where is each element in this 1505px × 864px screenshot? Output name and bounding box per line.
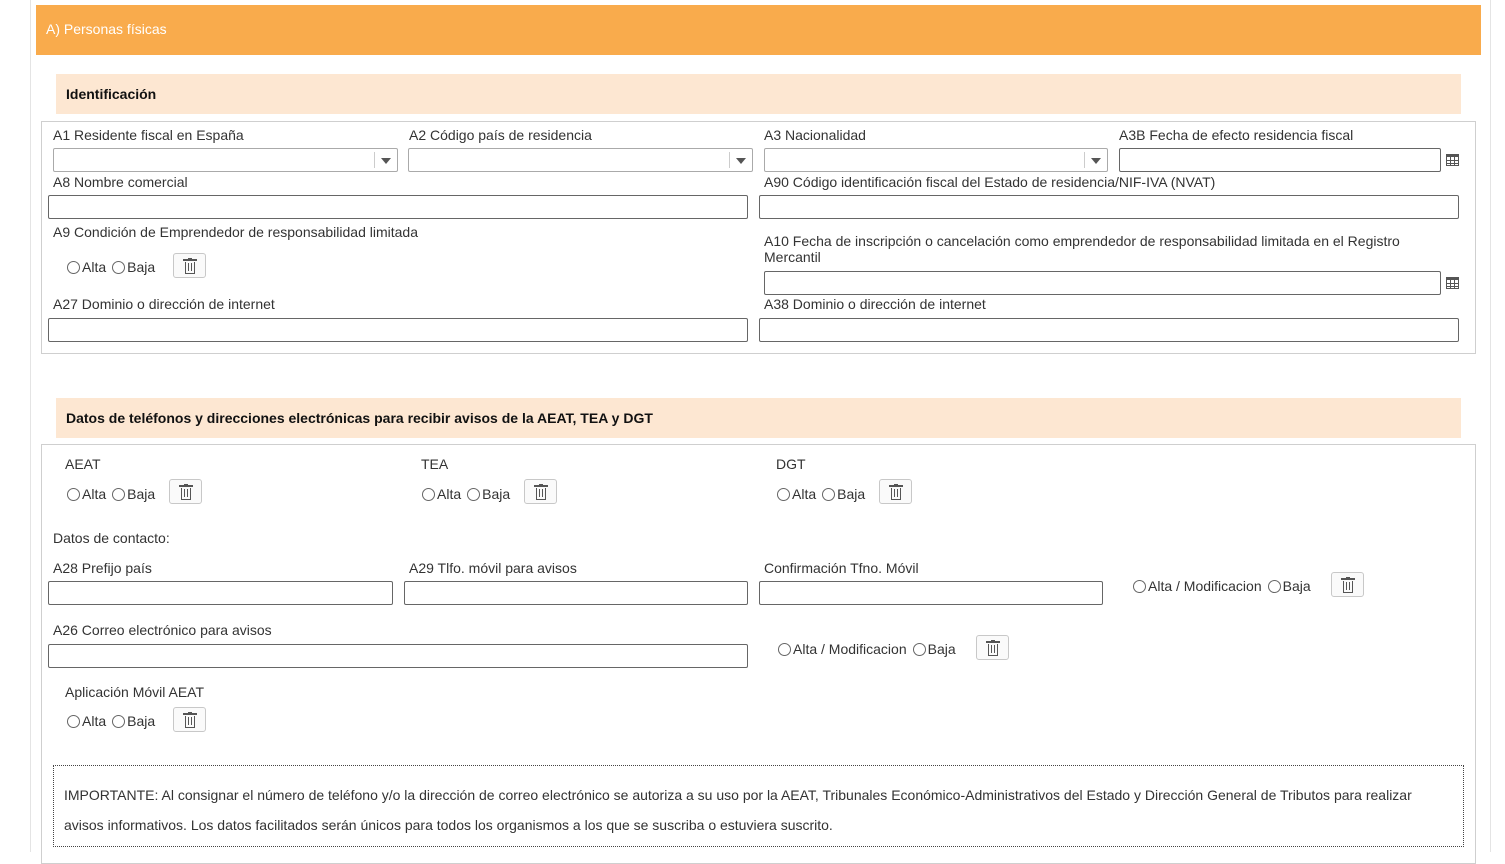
trash-icon [1341,577,1355,593]
dgt-label: DGT [776,456,806,472]
radio-baja[interactable] [112,488,125,501]
radio-baja[interactable] [822,488,835,501]
radio-alta[interactable] [422,488,435,501]
dgt-radio-group [777,484,871,504]
correo-alta-option[interactable] [778,641,907,657]
important-notice-text: IMPORTANTE: Al consignar el número de teléfono y/o la dirección de correo electrónico se autoriza a su uso por la AEAT, Tribunales Económico-Administrativos del Estado y Dirección General de Tributos para realizar avisos informativos. Los datos facilitados serán únicos para todos los organismos a los que se suscriba o estuviera suscrito. [64,787,1412,833]
radio-baja-label: Baja [127,713,156,729]
trash-icon [183,712,197,728]
a28-prefijo-input[interactable] [48,581,393,605]
important-notice [53,765,1464,847]
radio-alta-modificacion-label: Alta / Modificacion [1148,578,1262,594]
a9-radio-group [67,257,161,277]
a90-nif-iva-input[interactable] [759,195,1459,219]
radio-alta-label: Alta [82,486,107,502]
a1-label: A1 Residente fiscal en España [53,127,244,143]
radio-alta[interactable] [67,488,80,501]
calendar-icon[interactable] [1440,271,1464,295]
radio-alta[interactable] [777,488,790,501]
a26-correo-input[interactable] [48,644,748,668]
a2-pais-select[interactable] [408,148,753,172]
a8-label: A8 Nombre comercial [53,174,188,190]
a3b-fecha-input[interactable] [1119,148,1441,172]
radio-baja[interactable] [1268,580,1281,593]
a9-label: A9 Condición de Emprendedor de responsabilidad limitada [53,224,419,240]
trash-icon [183,258,197,274]
a27-label: A27 Dominio o dirección de internet [53,296,275,312]
movil-clear-button[interactable] [1331,572,1364,597]
section-header-title: A) Personas físicas [46,21,167,37]
radio-alta-modificacion-label: Alta / Modificacion [793,641,907,657]
movil-radio-group [1133,576,1317,596]
dgt-alta-option[interactable] [777,486,816,502]
a10-fecha-input[interactable] [764,271,1441,295]
radio-baja-label: Baja [837,486,866,502]
a9-alta-option[interactable] [67,259,106,275]
correo-clear-button[interactable] [976,635,1009,660]
radio-baja-label: Baja [1282,578,1311,594]
app-baja-option[interactable] [112,713,155,729]
chevron-down-icon [736,158,746,164]
a3-label: A3 Nacionalidad [764,127,866,143]
section-header-personas-fisicas [36,5,1481,55]
radio-baja-label: Baja [927,641,956,657]
a1-residente-select[interactable] [53,148,398,172]
radio-alta[interactable] [67,261,80,274]
radio-alta[interactable] [67,715,80,728]
tea-clear-button[interactable] [524,479,557,504]
a38-dominio-input[interactable] [759,318,1459,342]
trash-icon [889,484,903,500]
confirmacion-movil-input[interactable] [759,581,1103,605]
a9-baja-option[interactable] [112,259,155,275]
datos-contacto-label: Datos de contacto: [53,530,170,546]
trash-icon [179,484,193,500]
identificacion-title: Identificación [56,74,1461,114]
a10-date-field [764,271,1464,295]
radio-alta-label: Alta [82,259,107,275]
radio-baja-label: Baja [482,486,511,502]
radio-baja[interactable] [112,715,125,728]
tea-radio-group [422,484,516,504]
movil-baja-option[interactable] [1268,578,1311,594]
a2-label: A2 Código país de residencia [409,127,592,143]
app-movil-label: Aplicación Móvil AEAT [65,684,205,700]
a90-label: A90 Código identificación fiscal del Estado de residencia/NIF-IVA (NVAT) [764,174,1216,190]
radio-alta-modificacion[interactable] [1133,580,1146,593]
radio-baja-label: Baja [127,486,156,502]
correo-baja-option[interactable] [913,641,956,657]
chevron-down-icon [381,158,391,164]
aeat-clear-button[interactable] [169,479,202,504]
chevron-down-icon [1091,158,1101,164]
radio-baja[interactable] [913,643,926,656]
tea-alta-option[interactable] [422,486,461,502]
a3b-label: A3B Fecha de efecto residencia fiscal [1119,127,1354,143]
aeat-radio-group [67,484,161,504]
tea-label: TEA [421,456,449,472]
radio-alta-label: Alta [792,486,817,502]
movil-alta-option[interactable] [1133,578,1262,594]
a29-label: A29 Tlfo. móvil para avisos [409,560,577,576]
a28-label: A28 Prefijo país [53,560,152,576]
radio-baja[interactable] [467,488,480,501]
correo-radio-group [778,639,962,659]
aeat-baja-option[interactable] [112,486,155,502]
dgt-clear-button[interactable] [879,479,912,504]
radio-baja-label: Baja [127,259,156,275]
a26-label: A26 Correo electrónico para avisos [53,622,272,638]
a3b-date-field [1119,148,1464,172]
tea-baja-option[interactable] [467,486,510,502]
app-clear-button[interactable] [173,707,206,732]
radio-baja[interactable] [112,261,125,274]
radio-alta-label: Alta [437,486,462,502]
aeat-label: AEAT [65,456,101,472]
trash-icon [534,484,548,500]
confirmacion-movil-label: Confirmación Tfno. Móvil [764,560,919,576]
app-radio-group [67,711,161,731]
radio-alta-label: Alta [82,713,107,729]
app-alta-option[interactable] [67,713,106,729]
a38-label: A38 Dominio o dirección de internet [764,296,986,312]
a8-nombre-comercial-input[interactable] [48,195,748,219]
a29-movil-input[interactable] [404,581,748,605]
a3-nacionalidad-select[interactable] [764,148,1108,172]
trash-icon [986,640,1000,656]
a10-label: A10 Fecha de inscripción o cancelación como emprendedor de responsabilidad limitada en el Registro Mercantil [764,233,1400,265]
radio-alta-modificacion[interactable] [778,643,791,656]
aeat-alta-option[interactable] [67,486,106,502]
avisos-title: Datos de teléfonos y direcciones electrónicas para recibir avisos de la AEAT, TEA y DGT [56,398,1461,438]
dgt-baja-option[interactable] [822,486,865,502]
a27-dominio-input[interactable] [48,318,748,342]
a9-clear-button[interactable] [173,253,206,278]
calendar-icon[interactable] [1440,148,1464,172]
